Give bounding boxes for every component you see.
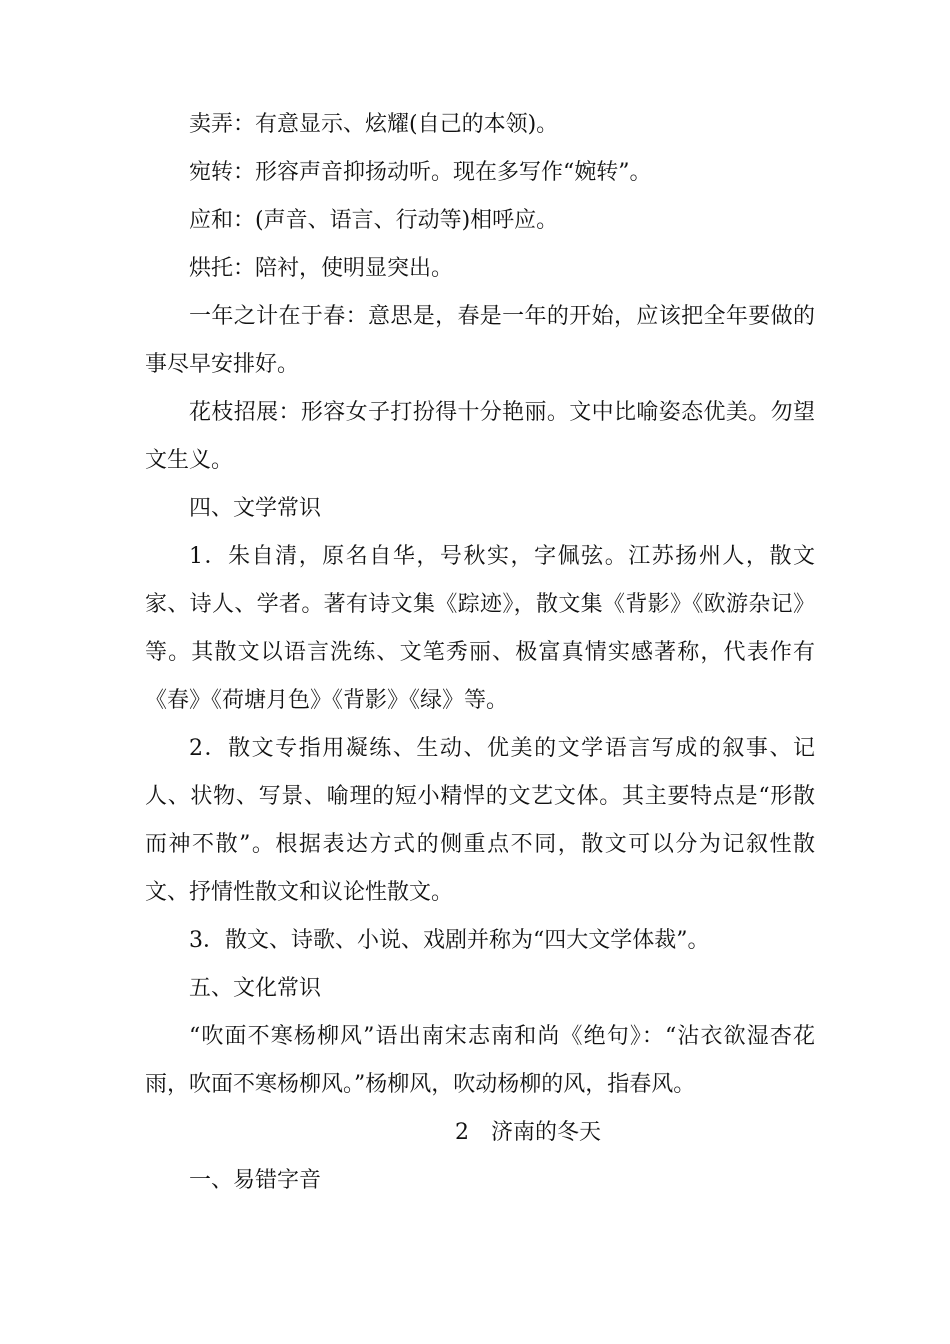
- definition-maineng: 卖弄：有意显示、炫耀(自己的本领)。: [189, 112, 559, 137]
- culture-paragraph: “吹面不寒杨柳风”语出南宋志南和尚《绝句》：“沾衣欲湿杏花雨，吹面不寒杨柳风。”杨柳风，吹动杨柳的风，指春风。: [145, 1024, 815, 1097]
- literature-item-3: 3．散文、诗歌、小说、戏剧并称为“四大文学体裁”。: [189, 928, 710, 953]
- definition-huazhizhaozhan: 花枝招展：形容女子打扮得十分艳丽。文中比喻姿态优美。勿望文生义。: [145, 400, 815, 473]
- literature-item-1: 1．朱自清，原名自华，号秋实，字佩弦。江苏扬州人，散文家、诗人、学者。著有诗文集《踪迹》，散文集《背影》《欧游杂记》等。其散文以语言洗练、文笔秀丽、极富真情实感著称，代表作有《春》《荷塘月色》《背影》《绿》等。: [145, 544, 815, 713]
- section-heading-culture: 五、文化常识: [189, 976, 322, 1001]
- section-heading-pronunciation: 一、易错字音: [189, 1168, 322, 1193]
- literature-item-2: 2．散文专指用凝练、生动、优美的文学语言写成的叙事、记人、状物、写景、喻理的短小精悍的文艺文体。其主要特点是“形散而神不散”。根据表达方式的侧重点不同，散文可以分为记叙性散文、抒情性散文和议论性散文。: [145, 736, 815, 905]
- definition-yinianzhiji: 一年之计在于春：意思是，春是一年的开始，应该把全年要做的事尽早安排好。: [145, 304, 815, 377]
- lesson-title: 2 济南的冬天: [455, 1120, 601, 1145]
- document-body: [145, 101, 815, 1205]
- section-heading-literature: 四、文学常识: [189, 496, 322, 521]
- definition-wanzhuan: 宛转：形容声音抑扬动听。现在多写作“婉转”。: [189, 160, 652, 185]
- definition-yinghe: 应和：(声音、语言、行动等)相呼应。: [189, 208, 559, 233]
- definition-hongtuo: 烘托：陪衬，使明显突出。: [189, 256, 454, 281]
